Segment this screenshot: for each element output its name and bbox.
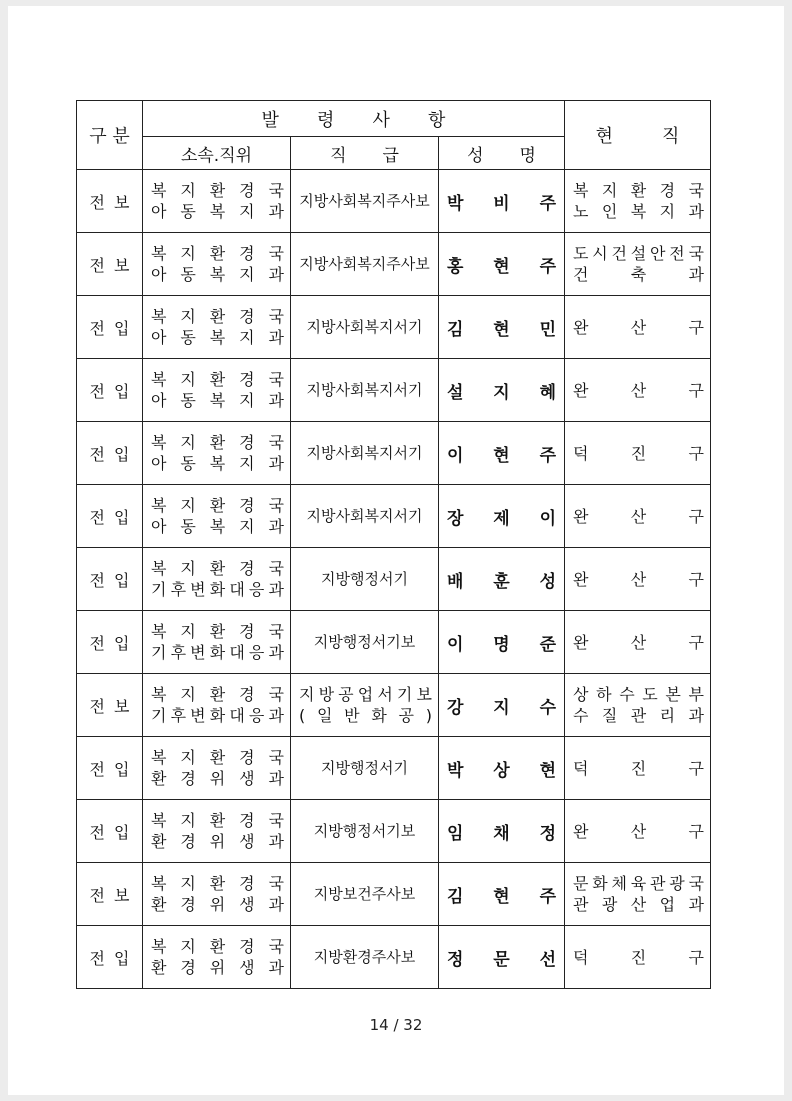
current-bureau: 완 산 구 (573, 380, 704, 400)
category-cell: 전 입 (77, 485, 143, 548)
name-cell: 이 현 주 (439, 422, 565, 485)
current-cell (565, 359, 711, 422)
current-bureau: 도 시 건 설 안 전 국 (573, 244, 704, 263)
affiliation-division: 아 동 복 지 과 (151, 517, 284, 536)
table-row (77, 422, 711, 485)
header-category: 구 분 (77, 101, 143, 170)
rank-text: 지방사회복지서기 (306, 380, 423, 399)
current-cell (565, 674, 711, 737)
current-division: 관 광 산 업 과 (573, 895, 704, 914)
affiliation-cell (143, 233, 291, 296)
affiliation-cell (143, 170, 291, 233)
category-cell: 전 보 (77, 233, 143, 296)
name-cell: 장 제 이 (439, 485, 565, 548)
current-division: 노 인 복 지 과 (573, 202, 704, 221)
affiliation-cell (143, 359, 291, 422)
affiliation-division: 아 동 복 지 과 (151, 265, 284, 284)
rank-text: 지방사회복지서기 (306, 443, 423, 462)
category-cell: 전 입 (77, 611, 143, 674)
category-cell: 전 보 (77, 863, 143, 926)
affiliation-cell (143, 800, 291, 863)
affiliation-division: 환 경 위 생 과 (151, 769, 284, 788)
header-current: 현 직 (565, 101, 711, 170)
affiliation-bureau: 복 지 환 경 국 (151, 874, 284, 893)
current-bureau: 덕 진 구 (573, 443, 704, 463)
current-bureau: 덕 진 구 (573, 947, 704, 967)
table-row (77, 233, 711, 296)
rank-cell (291, 611, 439, 674)
current-cell (565, 422, 711, 485)
table-row (77, 359, 711, 422)
table-row (77, 674, 711, 737)
affiliation-cell (143, 611, 291, 674)
rank-cell (291, 233, 439, 296)
current-bureau: 완 산 구 (573, 569, 704, 589)
rank-cell (291, 926, 439, 989)
rank-cell (291, 863, 439, 926)
affiliation-bureau: 복 지 환 경 국 (151, 685, 284, 704)
affiliation-cell (143, 422, 291, 485)
header-order: 발 령 사 항 (143, 101, 565, 137)
current-cell (565, 800, 711, 863)
table-row (77, 296, 711, 359)
affiliation-division: 환 경 위 생 과 (151, 832, 284, 851)
name-cell: 강 지 수 (439, 674, 565, 737)
current-cell (565, 233, 711, 296)
current-cell (565, 296, 711, 359)
affiliation-division: 아 동 복 지 과 (151, 202, 284, 221)
table-row (77, 548, 711, 611)
affiliation-bureau: 복 지 환 경 국 (151, 811, 284, 830)
affiliation-division: 환 경 위 생 과 (151, 958, 284, 977)
affiliation-cell (143, 737, 291, 800)
rank-text: 지방사회복지주사보 (299, 254, 430, 273)
current-cell (565, 485, 711, 548)
header-affiliation: 소속.직위 (143, 137, 291, 170)
header-rank: 직 급 (291, 137, 439, 170)
category-cell: 전 입 (77, 737, 143, 800)
affiliation-bureau: 복 지 환 경 국 (151, 622, 284, 641)
rank-cell (291, 359, 439, 422)
rank-cell (291, 737, 439, 800)
current-cell (565, 548, 711, 611)
rank-cell (291, 296, 439, 359)
current-bureau: 복 지 환 경 국 (573, 181, 704, 200)
rank-cell (291, 422, 439, 485)
rank-text: 지방사회복지서기 (306, 506, 423, 525)
category-cell: 전 입 (77, 296, 143, 359)
personnel-order-table (76, 100, 711, 989)
name-cell: 박 상 현 (439, 737, 565, 800)
rank-text: 지방환경주사보 (313, 947, 416, 966)
affiliation-division: 기 후 변 화 대 응 과 (151, 580, 284, 599)
name-cell: 박 비 주 (439, 170, 565, 233)
current-cell (565, 926, 711, 989)
rank-text: 지방행정서기 (321, 758, 408, 777)
current-division: 건 축 과 (573, 265, 704, 284)
rank-cell (291, 485, 439, 548)
affiliation-cell (143, 863, 291, 926)
category-cell: 전 입 (77, 548, 143, 611)
name-cell: 김 현 주 (439, 863, 565, 926)
affiliation-bureau: 복 지 환 경 국 (151, 937, 284, 956)
table-row (77, 170, 711, 233)
affiliation-cell (143, 548, 291, 611)
category-cell: 전 입 (77, 926, 143, 989)
page-number: 14 / 32 (369, 1016, 423, 1034)
current-cell (565, 863, 711, 926)
rank-text: 지방사회복지주사보 (299, 191, 430, 210)
name-cell: 홍 현 주 (439, 233, 565, 296)
header-name: 성 명 (439, 137, 565, 170)
affiliation-bureau: 복 지 환 경 국 (151, 748, 284, 767)
affiliation-bureau: 복 지 환 경 국 (151, 244, 284, 263)
rank-text: 지 방 공 업 서 기 보 (299, 685, 432, 704)
rank-cell (291, 800, 439, 863)
rank-cell (291, 170, 439, 233)
rank-text: 지방보건주사보 (313, 884, 416, 903)
affiliation-bureau: 복 지 환 경 국 (151, 559, 284, 578)
affiliation-division: 아 동 복 지 과 (151, 454, 284, 473)
current-division: 수 질 관 리 과 (573, 706, 704, 725)
affiliation-cell (143, 674, 291, 737)
current-bureau: 문 화 체 육 관 광 국 (573, 874, 704, 893)
current-cell (565, 611, 711, 674)
current-bureau: 완 산 구 (573, 317, 704, 337)
current-cell (565, 170, 711, 233)
name-cell: 정 문 선 (439, 926, 565, 989)
current-cell (565, 737, 711, 800)
rank-text: 지방행정서기 (321, 569, 408, 588)
rank-text: 지방행정서기보 (313, 821, 416, 840)
table-row (77, 737, 711, 800)
affiliation-bureau: 복 지 환 경 국 (151, 496, 284, 515)
rank-cell (291, 548, 439, 611)
affiliation-bureau: 복 지 환 경 국 (151, 433, 284, 452)
category-cell: 전 입 (77, 422, 143, 485)
affiliation-cell (143, 485, 291, 548)
category-cell: 전 보 (77, 170, 143, 233)
name-cell: 배 훈 성 (439, 548, 565, 611)
name-cell: 이 명 준 (439, 611, 565, 674)
affiliation-division: 기 후 변 화 대 응 과 (151, 706, 284, 725)
current-bureau: 상 하 수 도 본 부 (573, 685, 704, 704)
current-bureau: 완 산 구 (573, 821, 704, 841)
current-bureau: 완 산 구 (573, 506, 704, 526)
table-row (77, 485, 711, 548)
name-cell: 설 지 혜 (439, 359, 565, 422)
affiliation-division: 아 동 복 지 과 (151, 328, 284, 347)
current-bureau: 완 산 구 (573, 632, 704, 652)
category-cell: 전 입 (77, 800, 143, 863)
affiliation-bureau: 복 지 환 경 국 (151, 181, 284, 200)
rank-text: 지방행정서기보 (313, 632, 416, 651)
name-cell: 김 현 민 (439, 296, 565, 359)
current-bureau: 덕 진 구 (573, 758, 704, 778)
table-row (77, 863, 711, 926)
affiliation-cell (143, 926, 291, 989)
category-cell: 전 입 (77, 359, 143, 422)
affiliation-bureau: 복 지 환 경 국 (151, 307, 284, 326)
rank-cell (291, 674, 439, 737)
rank-text: 지방사회복지서기 (306, 317, 423, 336)
affiliation-bureau: 복 지 환 경 국 (151, 370, 284, 389)
affiliation-cell (143, 296, 291, 359)
rank-sub: ( 일 반 화 공 ) (299, 706, 432, 725)
name-cell: 임 채 정 (439, 800, 565, 863)
table-row (77, 926, 711, 989)
affiliation-division: 환 경 위 생 과 (151, 895, 284, 914)
table-row (77, 800, 711, 863)
category-cell: 전 보 (77, 674, 143, 737)
affiliation-division: 기 후 변 화 대 응 과 (151, 643, 284, 662)
affiliation-division: 아 동 복 지 과 (151, 391, 284, 410)
table-row (77, 611, 711, 674)
